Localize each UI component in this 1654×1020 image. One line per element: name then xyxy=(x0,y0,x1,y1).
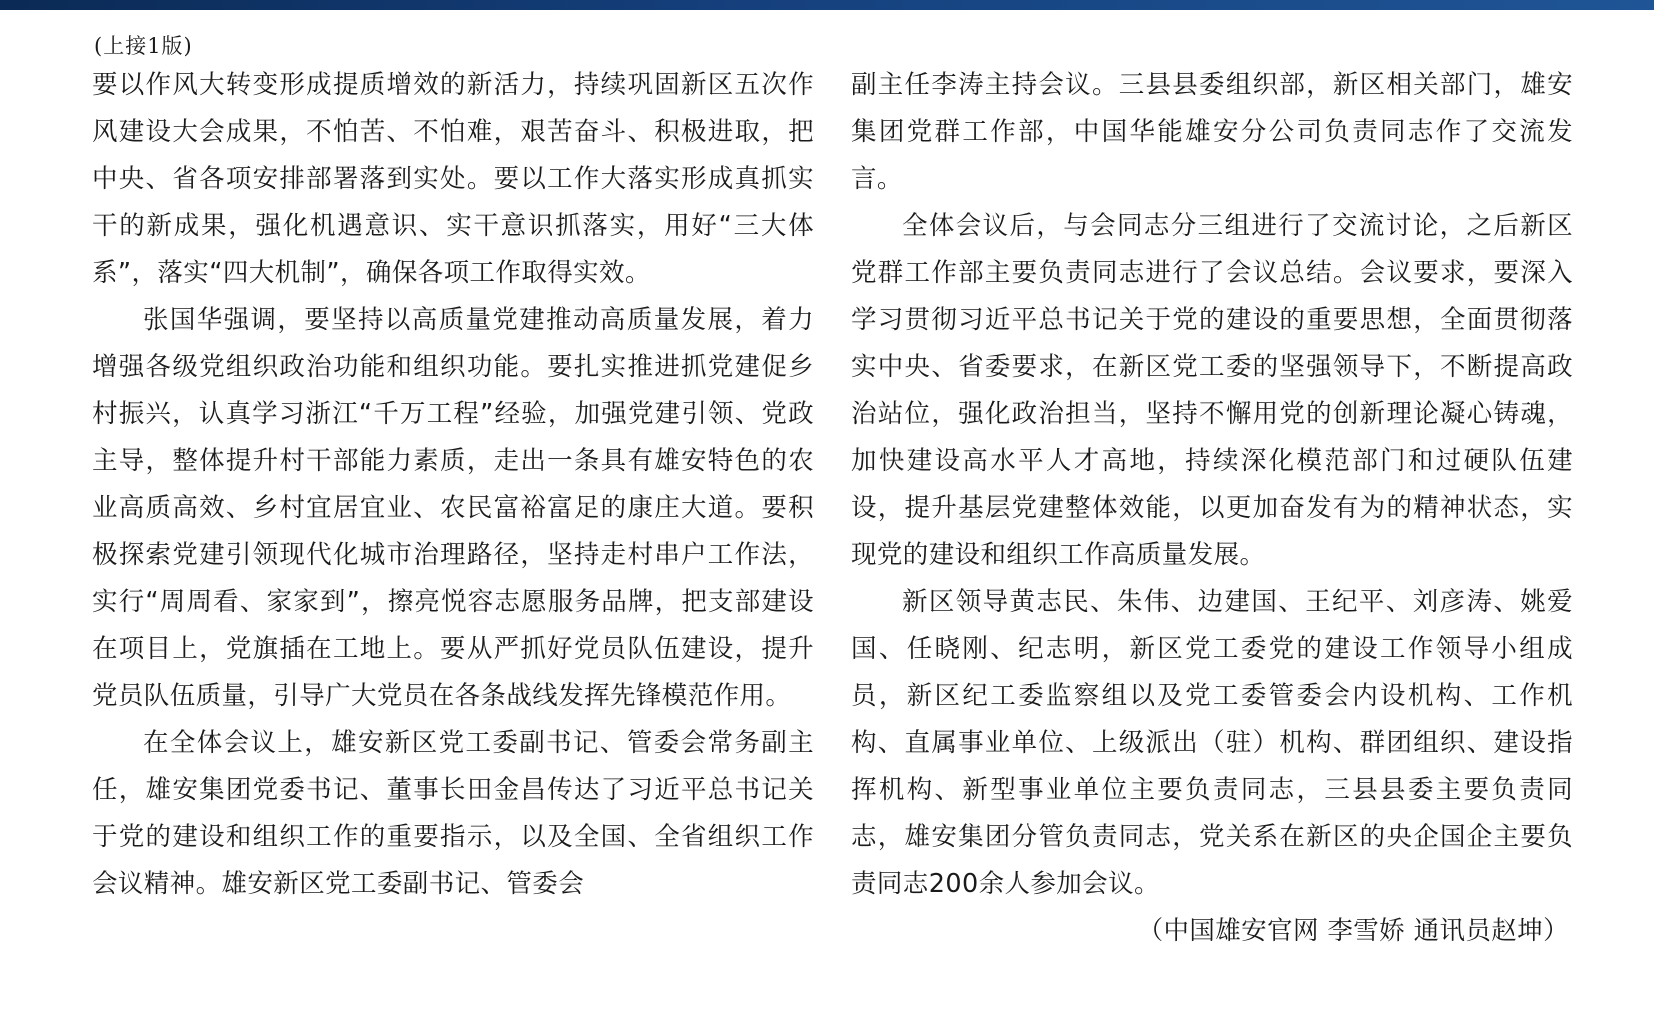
article-paragraph: 张国华强调，要坚持以高质量党建推动高质量发展，着力增强各级党组织政治功能和组织功能。要扎实推进抓党建促乡村振兴，认真学习浙江“千万工程”经验，加强党建引领、党政主导，整体提升村干部能力素质，走出一条具有雄安特色的农业高质高效、乡村宜居宜业、农民富裕富足的康庄大道。要积极探索党建引领现代化城市治理路径，坚持走村串户工作法，实行“周周看、家家到”，擦亮悦容志愿服务品牌，把支部建设在项目上，党旗插在工地上。要从严抓好党员队伍建设，提升党员队伍质量，引导广大党员在各条战线发挥先锋模范作用。 xyxy=(92,305,814,711)
left-column xyxy=(92,30,814,908)
right-column xyxy=(851,62,1573,955)
article-paragraph-continued: 要以作风大转变形成提质增效的新活力，持续巩固新区五次作风建设大会成果，不怕苦、不怕难，艰苦奋斗、积极进取，把中央、省各项安排部署落到实处。要以工作大落实形成真抓实干的新成果，强化机遇意识、实干意识抓落实，用好“三大体系”，落实“四大机制”，确保各项工作取得实效。 xyxy=(92,70,814,288)
header-color-bar xyxy=(0,0,1654,10)
article-paragraph: 新区领导黄志民、朱伟、边建国、王纪平、刘彦涛、姚爱国、任晓刚、纪志明，新区党工委党的建设工作领导小组成员，新区纪工委监察组以及党工委管委会内设机构、工作机构、直属事业单位、上级派出（驻）机构、群团组织、建设指挥机构、新型事业单位主要负责同志，三县县委主要负责同志，雄安集团分管负责同志，党关系在新区的央企国企主要负责同志200余人参加会议。 xyxy=(851,587,1573,899)
article-byline: （中国雄安官网 李雪娇 通讯员赵坤） xyxy=(1137,916,1569,946)
article-paragraph-continued: 副主任李涛主持会议。三县县委组织部，新区相关部门，雄安集团党群工作部，中国华能雄安分公司负责同志作了交流发言。 xyxy=(851,70,1573,194)
continuation-note: (上接1版) xyxy=(94,34,193,58)
article-paragraph: 全体会议后，与会同志分三组进行了交流讨论，之后新区党群工作部主要负责同志进行了会议总结。会议要求，要深入学习贯彻习近平总书记关于党的建设的重要思想，全面贯彻落实中央、省委要求，在新区党工委的坚强领导下，不断提高政治站位，强化政治担当，坚持不懈用党的创新理论凝心铸魂，加快建设高水平人才高地，持续深化模范部门和过硬队伍建设，提升基层党建整体效能，以更加奋发有为的精神状态，实现党的建设和组织工作高质量发展。 xyxy=(851,211,1573,570)
article-paragraph: 在全体会议上，雄安新区党工委副书记、管委会常务副主任，雄安集团党委书记、董事长田金昌传达了习近平总书记关于党的建设和组织工作的重要指示，以及全国、全省组织工作会议精神。雄安新区党工委副书记、管委会 xyxy=(92,728,814,899)
